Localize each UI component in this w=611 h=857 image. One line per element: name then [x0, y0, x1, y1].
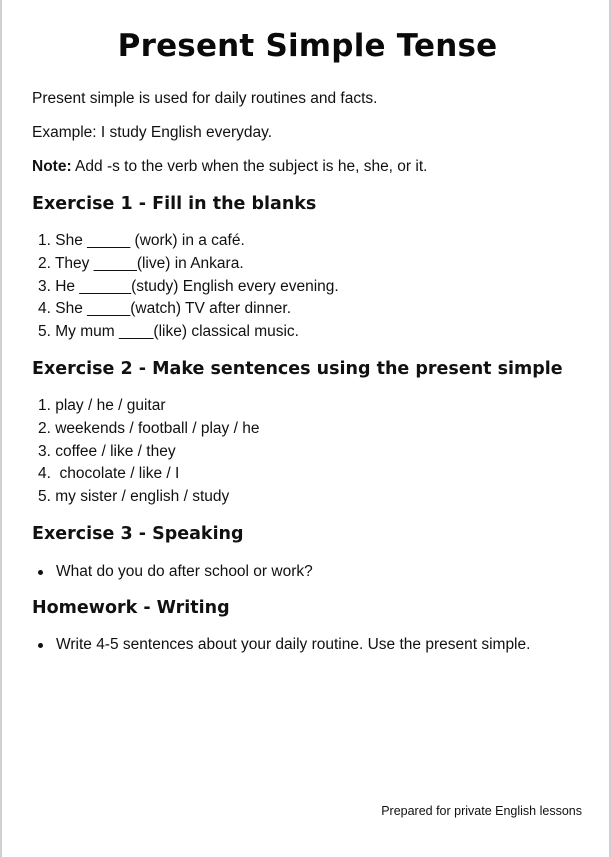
- list-item: 4. chocolate / like / I: [38, 465, 180, 483]
- homework-list: [38, 634, 530, 656]
- list-item: 4. She _____(watch) TV after dinner.: [38, 300, 292, 318]
- list-item: 5. My mum ____(like) classical music.: [38, 323, 299, 341]
- intro-text: Present simple is used for daily routines and facts.: [32, 90, 378, 107]
- exercise-3-heading: Exercise 3 - Speaking: [32, 524, 244, 544]
- exercise-1-list: [38, 230, 339, 344]
- exercise-1-heading: Exercise 1 - Fill in the blanks: [32, 194, 317, 214]
- note-text: [32, 157, 427, 177]
- list-item: 2. They _____(live) in Ankara.: [38, 254, 244, 272]
- exercise-2-list: [38, 395, 259, 509]
- list-item: 3. coffee / like / they: [38, 442, 176, 460]
- example-text: Example: I study English everyday.: [32, 124, 273, 141]
- footer-text: Prepared for private English lessons: [381, 804, 582, 818]
- page-title: Present Simple Tense: [117, 28, 498, 64]
- bullet-icon: [38, 643, 43, 648]
- note-label: Note:: [32, 158, 72, 175]
- list-item: 2. weekends / football / play / he: [38, 419, 260, 437]
- homework-heading: Homework - Writing: [32, 598, 230, 618]
- list-item: [38, 561, 313, 583]
- list-item: 1. play / he / guitar: [38, 397, 166, 414]
- list-item: [38, 634, 530, 656]
- exercise-3-list: [38, 561, 313, 583]
- list-item-text: What do you do after school or work?: [56, 563, 313, 580]
- bullet-icon: [38, 570, 43, 575]
- exercise-2-heading: Exercise 2 - Make sentences using the present simple: [32, 359, 563, 379]
- list-item: 3. He ______(study) English every evening.: [38, 277, 339, 295]
- list-item-text: Write 4-5 sentences about your daily routine. Use the present simple.: [56, 636, 531, 653]
- note-body: Add -s to the verb when the subject is he, she, or it.: [71, 158, 428, 175]
- list-item: 5. my sister / english / study: [38, 488, 230, 506]
- list-item: 1. She _____ (work) in a café.: [38, 232, 245, 249]
